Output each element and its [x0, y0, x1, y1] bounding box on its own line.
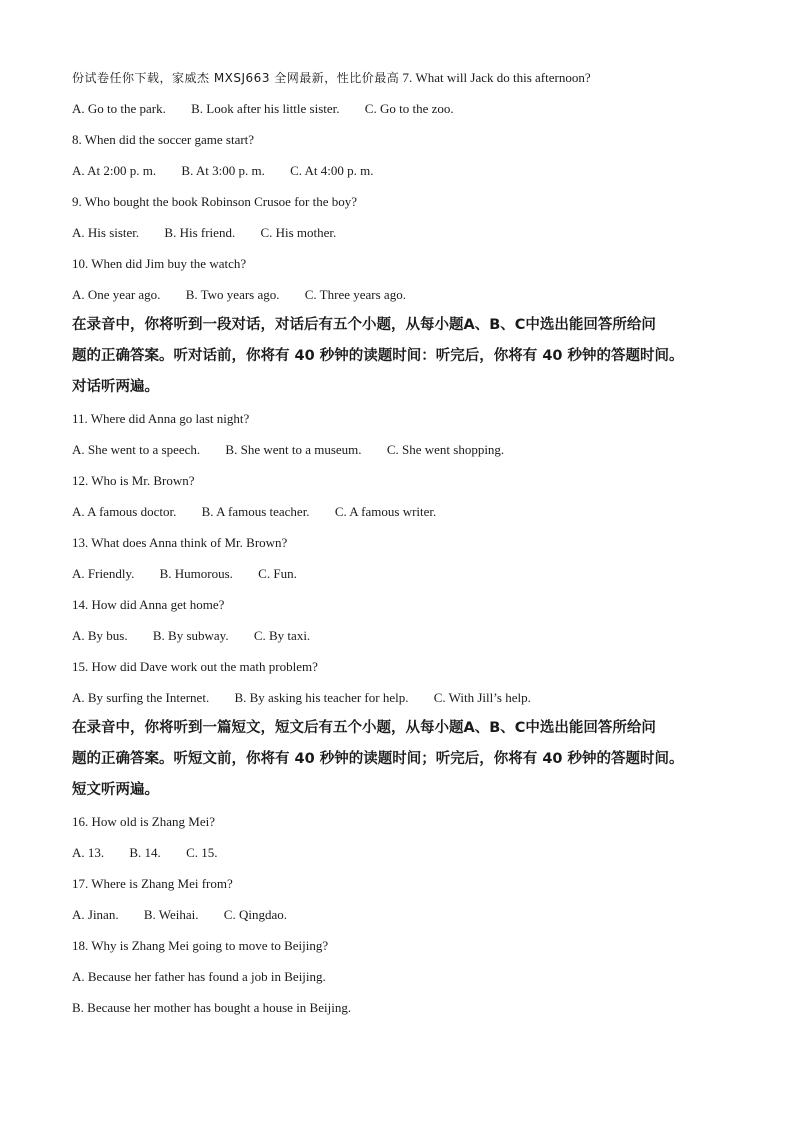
- question-7-options: [72, 93, 732, 124]
- option-a: A. She went to a speech.: [72, 442, 201, 457]
- question-8-stem: 8. When did the soccer game start?: [72, 132, 255, 147]
- question-14-stem: 14. How did Anna get home?: [72, 597, 225, 612]
- passage-instruction-line-2: 题的正确答案。听短文前，你将有 40 秒钟的读题时间；听完后，你将有 40 秒钟的答题时间。: [72, 751, 684, 767]
- exam-page: [72, 62, 732, 1023]
- option-b: B. A famous teacher.: [201, 504, 310, 519]
- option-c: C. Three years ago.: [304, 287, 406, 302]
- question-18-stem: 18. Why is Zhang Mei going to move to Beijing?: [72, 938, 329, 953]
- question-18-option-b: B. Because her mother has bought a house in Beijing.: [72, 1000, 352, 1015]
- option-a: A. One year ago.: [72, 287, 161, 302]
- question-16-options: [72, 837, 732, 868]
- option-c: C. Go to the zoo.: [364, 101, 454, 116]
- option-a: A. Go to the park.: [72, 101, 166, 116]
- option-b: B. Weihai.: [143, 907, 199, 922]
- question-17-stem: 17. Where is Zhang Mei from?: [72, 876, 233, 891]
- option-a: A. Jinan.: [72, 907, 119, 922]
- question-12-stem: 12. Who is Mr. Brown?: [72, 473, 195, 488]
- option-c: C. Fun.: [258, 566, 297, 581]
- question-11-options: [72, 434, 732, 465]
- option-a: A. A famous doctor.: [72, 504, 177, 519]
- passage-instruction-line-1: 在录音中，你将听到一篇短文，短文后有五个小题，从每小题A、B、C中选出能回答所给问: [72, 720, 656, 736]
- option-c: C. Qingdao.: [223, 907, 287, 922]
- question-13-stem: 13. What does Anna think of Mr. Brown?: [72, 535, 288, 550]
- option-a: A. His sister.: [72, 225, 140, 240]
- option-c: C. A famous writer.: [334, 504, 437, 519]
- question-15-options: [72, 682, 732, 713]
- option-b: B. At 3:00 p. m.: [181, 163, 265, 178]
- dialogue-instruction-line-2: 题的正确答案。听对话前，你将有 40 秒钟的读题时间：听完后，你将有 40 秒钟的答题时间。: [72, 348, 684, 364]
- question-9-options: [72, 217, 732, 248]
- option-b: B. 14.: [129, 845, 161, 860]
- dialogue-instruction-line-1: 在录音中，你将听到一段对话，对话后有五个小题，从每小题A、B、C中选出能回答所给问: [72, 317, 656, 333]
- option-b: B. Two years ago.: [185, 287, 280, 302]
- option-c: C. His mother.: [260, 225, 337, 240]
- option-a: A. At 2:00 p. m.: [72, 163, 157, 178]
- option-b: B. Humorous.: [159, 566, 233, 581]
- question-14-options: [72, 620, 732, 651]
- option-b: B. By asking his teacher for help.: [234, 690, 409, 705]
- question-12-options: [72, 496, 732, 527]
- watermark-text: 份试卷任你下载，家威杰 MXSJ663 全网最新，性比价最高: [72, 71, 400, 85]
- option-a: A. By surfing the Internet.: [72, 690, 210, 705]
- question-9-stem: 9. Who bought the book Robinson Crusoe for the boy?: [72, 194, 358, 209]
- dialogue-instruction-line-3: 对话听两遍。: [72, 379, 159, 395]
- question-11-stem: 11. Where did Anna go last night?: [72, 411, 250, 426]
- question-13-options: [72, 558, 732, 589]
- option-b: B. By subway.: [152, 628, 229, 643]
- option-a: A. Friendly.: [72, 566, 135, 581]
- option-c: C. At 4:00 p. m.: [290, 163, 374, 178]
- option-b: B. His friend.: [164, 225, 236, 240]
- question-10-options: [72, 279, 732, 310]
- question-16-stem: 16. How old is Zhang Mei?: [72, 814, 215, 829]
- question-18-option-a: A. Because her father has found a job in Beijing.: [72, 969, 326, 984]
- question-7-stem: 7. What will Jack do this afternoon?: [402, 70, 591, 85]
- option-c: C. She went shopping.: [386, 442, 505, 457]
- option-a: A. 13.: [72, 845, 105, 860]
- option-b: B. Look after his little sister.: [191, 101, 340, 116]
- question-10-stem: 10. When did Jim buy the watch?: [72, 256, 247, 271]
- option-a: A. By bus.: [72, 628, 128, 643]
- option-c: C. By taxi.: [253, 628, 311, 643]
- option-b: B. She went to a museum.: [225, 442, 362, 457]
- passage-instruction-line-3: 短文听两遍。: [72, 782, 159, 798]
- question-15-stem: 15. How did Dave work out the math problem?: [72, 659, 318, 674]
- question-17-options: [72, 899, 732, 930]
- option-c: C. With Jill’s help.: [433, 690, 531, 705]
- question-8-options: [72, 155, 732, 186]
- option-c: C. 15.: [186, 845, 218, 860]
- question-7-stem-line: [72, 62, 732, 93]
